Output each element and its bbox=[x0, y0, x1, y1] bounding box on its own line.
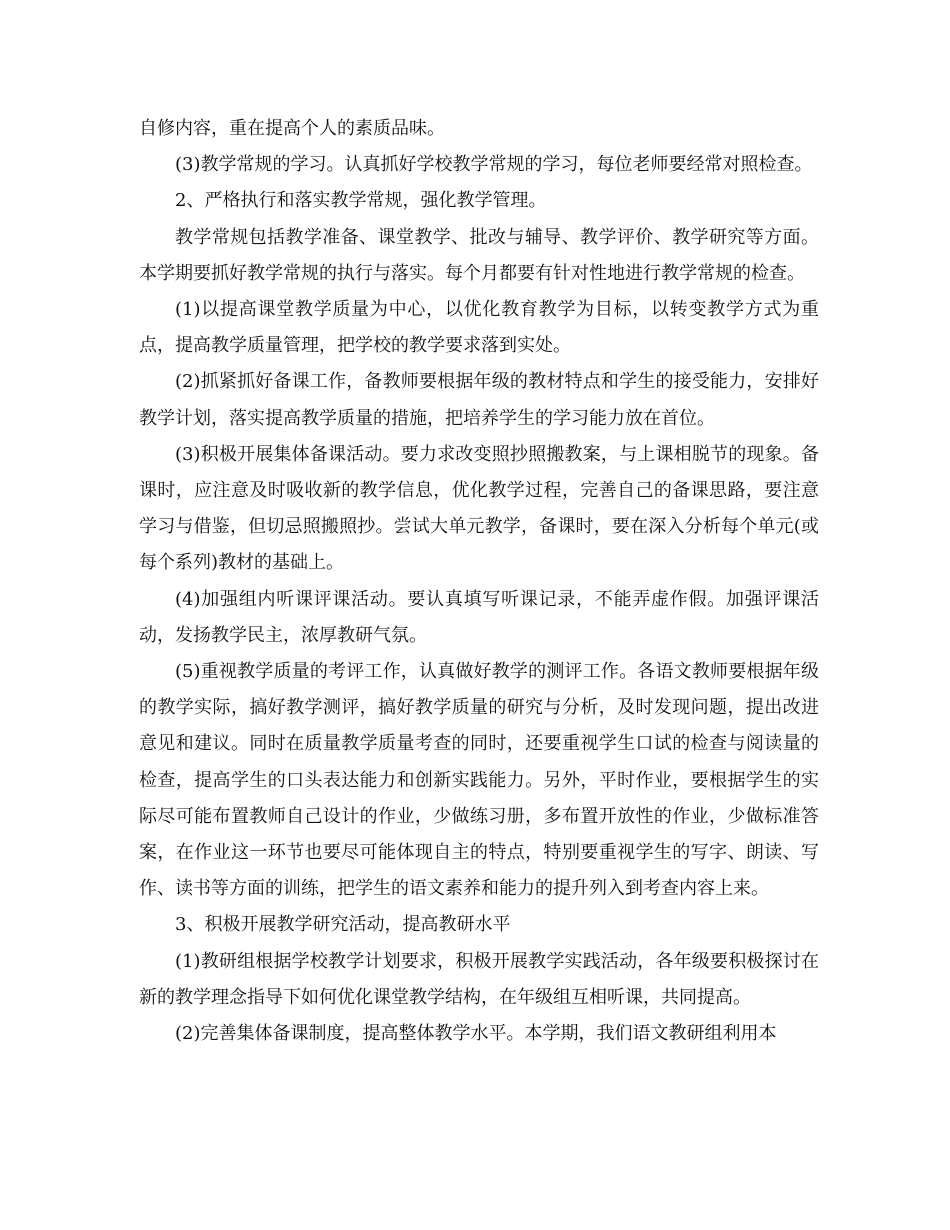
paragraph-routine-overview: 教学常规包括教学准备、课堂教学、批改与辅导、教学评价、教学研究等方面。本学期要抓好教学常规的执行与落实。每个月都要有针对性地进行教学常规的检查。 bbox=[139, 226, 819, 284]
section-heading-3: 3、积极开展教学研究活动，提高教研水平 bbox=[175, 914, 511, 936]
paragraph-item-routine-study: (3)教学常规的学习。认真抓好学校教学常规的学习，每位老师要经常对照检查。 bbox=[175, 154, 813, 176]
paragraph-item-3: (3)积极开展集体备课活动。要力求改变照抄照搬教案，与上课相脱节的现象。备课时，应注意及时吸收新的教学信息，优化教学过程，完善自己的备课思路，要注意学习与借鉴，但切忌照搬照抄。尝试大单元教学，备课时，要在深入分析每个单元(或每个系列)教材的基础上。 bbox=[139, 443, 819, 574]
paragraph-item-5: (5)重视教学质量的考评工作，认真做好教学的测评工作。各语文教师要根据年级的教学实际，搞好教学测评，搞好教学质量的研究与分析，及时发现问题，提出改进意见和建议。同时在质量教学质量考查的同时，还要重视学生口试的检查与阅读量的检查，提高学生的口头表达能力和创新实践能力。另外，平时作业，要根据学生的实际尽可能布置教师自己设计的作业，少做练习册，多布置开放性的作业，少做标准答案，在作业这一环节也要尽可能体现自主的特点，特别要重视学生的写字、朗读、写作、读书等方面的训练，把学生的语文素养和能力的提升列入到考查内容上来。 bbox=[139, 661, 819, 900]
paragraph-item-1: (1)以提高课堂教学质量为中心，以优化教育教学为目标，以转变教学方式为重点，提高教学质量管理，把学校的教学要求落到实处。 bbox=[139, 299, 819, 357]
paragraph-continuation: 自修内容，重在提高个人的素质品味。 bbox=[139, 118, 445, 139]
paragraph-research-1: (1)教研组根据学校教学计划要求，积极开展教学实践活动，各年级要积极探讨在新的教学理念指导下如何优化课堂教学结构，在年级组互相听课，共同提高。 bbox=[139, 950, 819, 1008]
paragraph-research-2: (2)完善集体备课制度，提高整体教学水平。本学期，我们语文教研组利用本 bbox=[175, 1023, 777, 1045]
paragraph-item-2: (2)抓紧抓好备课工作，备教师要根据年级的教材特点和学生的接受能力，安排好教学计划，落实提高教学质量的措施，把培养学生的学习能力放在首位。 bbox=[139, 371, 819, 429]
paragraph-item-4: (4)加强组内听课评课活动。要认真填写听课记录，不能弄虚作假。加强评课活动，发扬教学民主，浓厚教研气氛。 bbox=[139, 588, 819, 646]
section-heading-2: 2、严格执行和落实教学常规，强化教学管理。 bbox=[175, 190, 547, 212]
document-body bbox=[139, 111, 819, 1052]
